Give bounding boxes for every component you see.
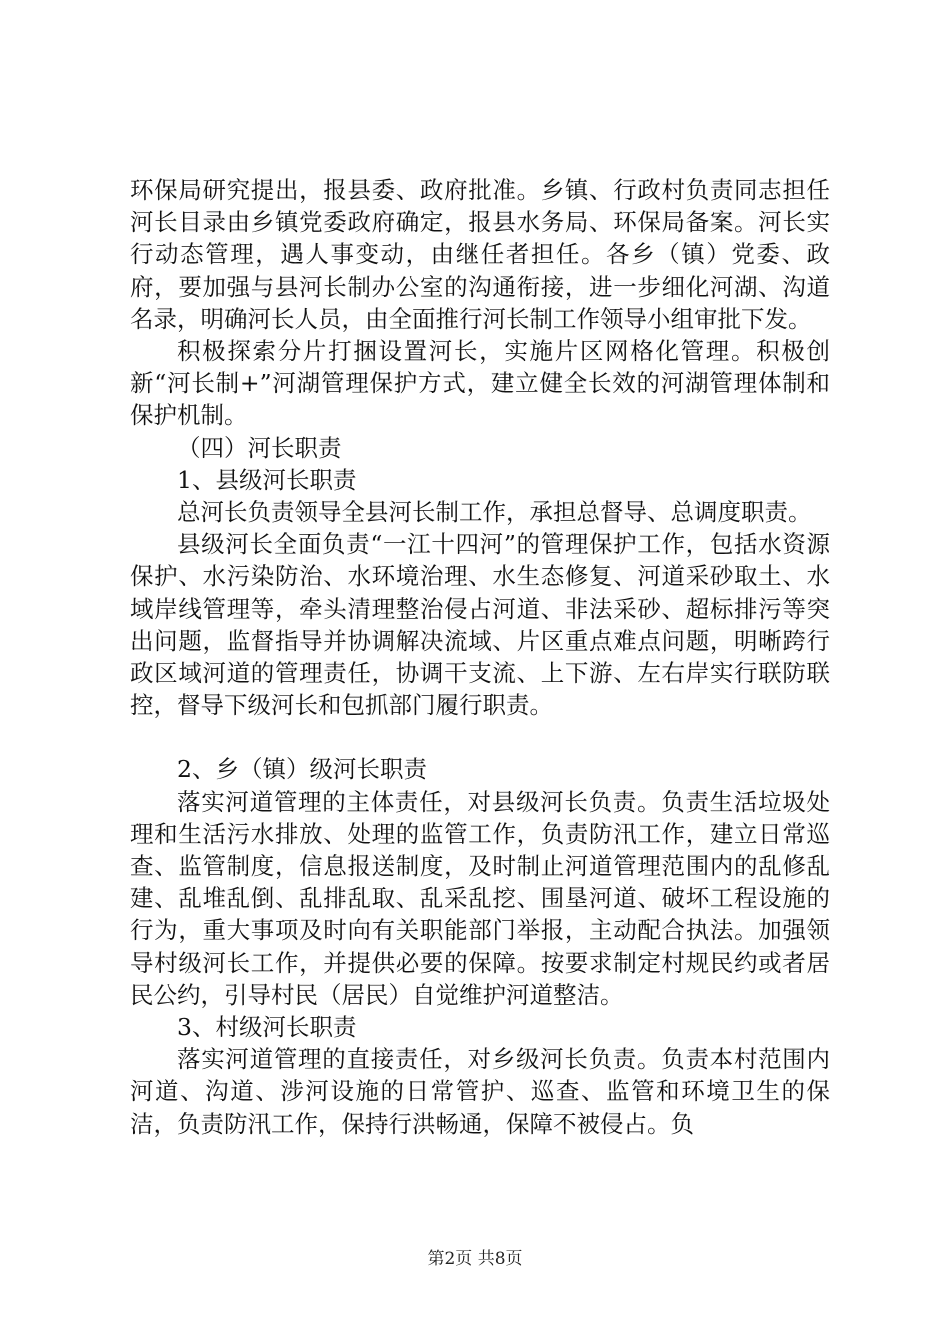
subheading-village-level: 3、村级河长职责 bbox=[177, 1013, 357, 1042]
document-body bbox=[130, 174, 830, 1140]
subheading-township-level: 2、乡（镇）级河长职责 bbox=[177, 755, 427, 784]
section-heading-duties: （四）河长职责 bbox=[177, 433, 342, 462]
paragraph-county-duties: 县级河长全面负责“一江十四河”的管理保护工作，包括水资源保护、水污染防治、水环境治理、水生态修复、河道采砂取土、水域岸线管理等，牵头清理整治侵占河道、非法采砂、超标排污等突出问题，监督指导并协调解决流域、片区重点难点问题，明晰跨行政区域河道的管理责任，协调干支流、上下游、左右岸实行联防联控，督导下级河长和包抓部门履行职责。 bbox=[130, 530, 830, 720]
subheading-county-level: 1、县级河长职责 bbox=[177, 465, 357, 494]
paragraph-grid-management: 积极探索分片打捆设置河长，实施片区网格化管理。积极创新“河长制+”河湖管理保护方式，建立健全长效的河湖管理体制和保护机制。 bbox=[130, 337, 830, 430]
paragraph-village-duties: 落实河道管理的直接责任，对乡级河长负责。负责本村范围内河道、沟道、涉河设施的日常管护、巡查、监管和环境卫生的保洁，负责防汛工作，保持行洪畅通，保障不被侵占。负 bbox=[130, 1045, 830, 1138]
paragraph-township-duties: 落实河道管理的主体责任，对县级河长负责。负责生活垃圾处理和生活污水排放、处理的监管工作，负责防汛工作，建立日常巡查、监管制度，信息报送制度，及时制止河道管理范围内的乱修乱建、乱堆乱倒、乱排乱取、乱采乱挖、围垦河道、破坏工程设施的行为，重大事项及时向有关职能部门举报，主动配合执法。加强领导村级河长工作，并提供必要的保障。按要求制定村规民约或者居民公约，引导村民（居民）自觉维护河道整洁。 bbox=[130, 787, 830, 1009]
page-number-footer: 第2页 共8页 bbox=[427, 1249, 523, 1269]
paragraph-chief-river-chief: 总河长负责领导全县河长制工作，承担总督导、总调度职责。 bbox=[177, 498, 812, 527]
paragraph-appointment: 环保局研究提出，报县委、政府批准。乡镇、行政村负责同志担任河长目录由乡镇党委政府确定，报县水务局、环保局备案。河长实行动态管理，遇人事变动，由继任者担任。各乡（镇）党委、政府，要加强与县河长制办公室的沟通衔接，进一步细化河湖、沟道名录，明确河长人员，由全面推行河长制工作领导小组审批下发。 bbox=[130, 176, 830, 333]
